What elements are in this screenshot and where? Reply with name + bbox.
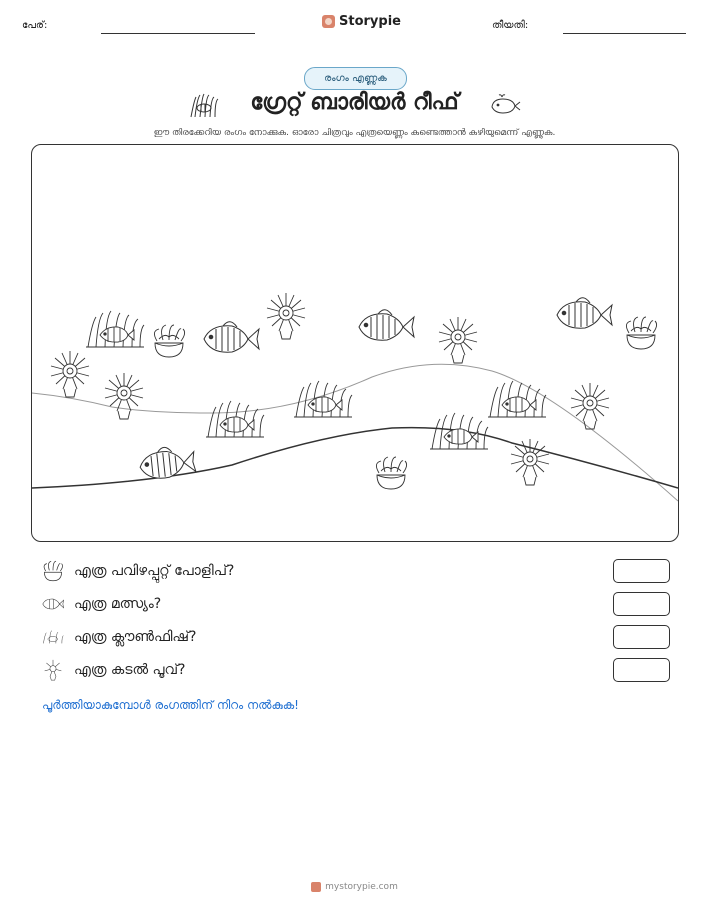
sea-anemone-6 <box>511 439 549 485</box>
brand <box>322 14 401 29</box>
fish-icon <box>42 593 64 615</box>
date-line[interactable] <box>563 33 686 34</box>
coral-polyp-3 <box>626 317 656 349</box>
clownfish-1 <box>86 311 144 347</box>
clownfish-icon <box>42 626 64 648</box>
name-line[interactable] <box>101 33 255 34</box>
page-title: ഗ്രേറ്റ് ബാരിയർ റീഫ് <box>250 90 459 115</box>
question-fish <box>42 593 161 615</box>
brand-name: Storypie <box>339 14 401 29</box>
fish-2 <box>359 310 414 340</box>
fish-3 <box>557 298 612 328</box>
question-coral-polyp <box>42 560 234 582</box>
answer-box-coral-polyp[interactable] <box>613 559 670 583</box>
question-clownfish <box>42 626 196 648</box>
finish-instruction: പൂർത്തിയാകുമ്പോൾ രംഗത്തിന് നിറം നൽകുക! <box>42 698 299 712</box>
sea-anemone-icon <box>42 659 64 681</box>
question-text: എത്ര പവിഴപ്പുറ്റ് പോളിപ്? <box>74 563 235 579</box>
sea-anemone-3 <box>267 293 305 339</box>
clownfish-2 <box>206 401 264 437</box>
sea-anemone-4 <box>439 317 477 363</box>
question-text: എത്ര ക്ലൗൺഫിഷ്? <box>74 629 197 645</box>
fish-4 <box>138 444 196 480</box>
answer-box-fish[interactable] <box>613 592 670 616</box>
question-sea-anemone <box>42 659 185 681</box>
fish-1 <box>204 322 259 352</box>
sea-anemone-1 <box>51 351 89 397</box>
sea-anemone-5 <box>571 383 609 429</box>
coral-polyp-icon <box>42 560 64 582</box>
footer <box>0 882 709 892</box>
whale-icon <box>489 93 521 117</box>
question-text: എത്ര മത്സ്യം? <box>74 596 162 612</box>
clownfish-5 <box>488 381 546 417</box>
footer-url[interactable]: mystorypie.com <box>325 882 398 892</box>
coral-polyp-2 <box>376 457 406 489</box>
reef-scene-drawing <box>32 145 678 541</box>
reef-scene <box>31 144 679 542</box>
instructions: ഈ തിരക്കേറിയ രംഗം നോക്കുക. ഓരോ ചിത്രവും എത്രയെണ്ണം കണ്ടെത്താൻ കഴിയുമെന്ന് എണ്ണുക. <box>153 128 556 138</box>
question-text: എത്ര കടൽ പൂവ്? <box>74 662 186 678</box>
answer-box-clownfish[interactable] <box>613 625 670 649</box>
clownfish-3 <box>294 381 352 417</box>
storypie-logo-icon <box>322 15 335 28</box>
clownfish-4 <box>430 413 488 449</box>
sea-anemone-2 <box>105 373 143 419</box>
coral-polyp-1 <box>154 325 184 357</box>
name-label: പേര്: <box>22 20 48 31</box>
date-label: തീയതി: <box>492 20 529 31</box>
activity-badge: രംഗം എണ്ണുക <box>304 67 407 90</box>
storypie-logo-icon <box>311 882 321 892</box>
answer-box-sea-anemone[interactable] <box>613 658 670 682</box>
